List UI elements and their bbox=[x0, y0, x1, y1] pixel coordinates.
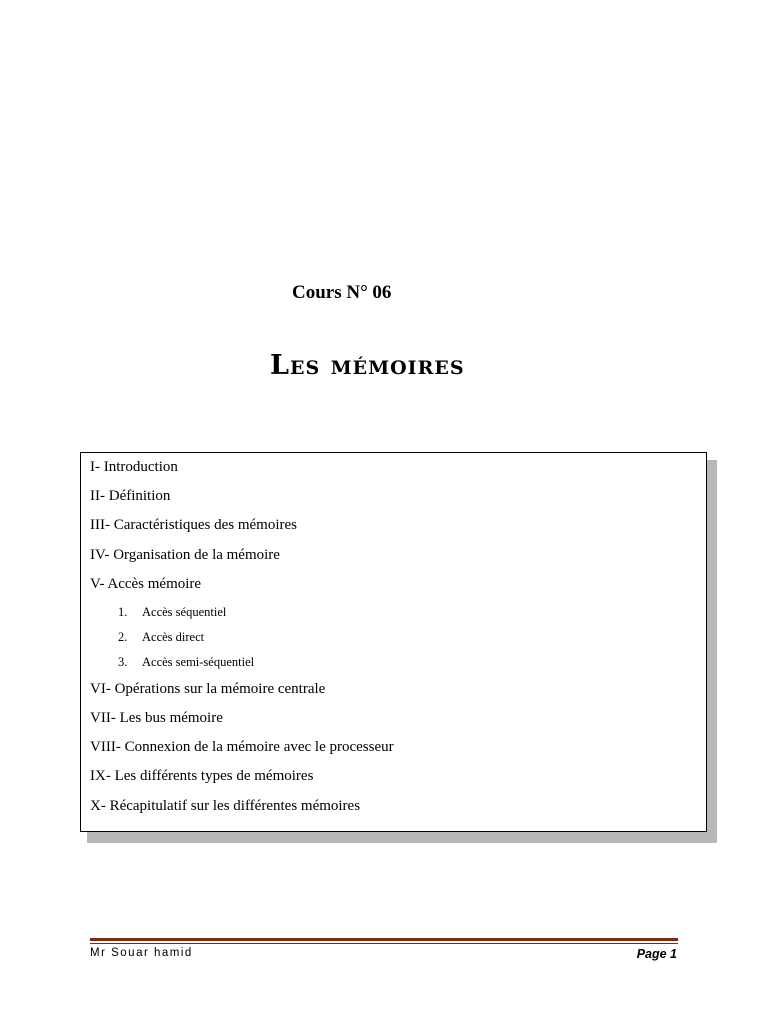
toc-item-acces-memoire: V- Accès mémoire bbox=[90, 576, 202, 592]
toc-subitem-sequentiel bbox=[118, 605, 226, 620]
toc-subitem-label: Accès direct bbox=[142, 630, 205, 644]
toc-item-organisation: IV- Organisation de la mémoire bbox=[90, 547, 280, 563]
toc-subitem-semi-sequentiel bbox=[118, 655, 254, 670]
toc-subitem-direct bbox=[118, 630, 204, 645]
toc-item-recapitulatif: X- Récapitulatif sur les différentes mémoires bbox=[90, 798, 361, 814]
toc-item-operations: VI- Opérations sur la mémoire centrale bbox=[90, 681, 326, 697]
toc-subitem-label: Accès semi-séquentiel bbox=[142, 655, 255, 669]
page-title: Les mémoires bbox=[270, 350, 465, 381]
toc-item-introduction: I- Introduction bbox=[90, 459, 178, 475]
toc-subitem-number: 2. bbox=[118, 630, 128, 644]
toc-subitem-number: 3. bbox=[118, 655, 128, 669]
toc-subitem-label: Accès séquentiel bbox=[142, 605, 227, 619]
course-number: Cours N° 06 bbox=[292, 282, 392, 303]
toc-subitem-number: 1. bbox=[118, 605, 128, 619]
toc-item-definition: II- Définition bbox=[90, 488, 171, 504]
page-number: Page 1 bbox=[636, 947, 677, 961]
toc-item-caracteristiques: III- Caractéristiques des mémoires bbox=[90, 517, 298, 533]
toc-item-bus-memoire: VII- Les bus mémoire bbox=[90, 710, 223, 726]
toc-item-connexion: VIII- Connexion de la mémoire avec le processeur bbox=[90, 739, 394, 755]
toc-item-types: IX- Les différents types de mémoires bbox=[90, 768, 314, 784]
footer-rule bbox=[90, 938, 678, 941]
footer-author: Mr Souar hamid bbox=[90, 947, 193, 959]
footer-rule-thin bbox=[90, 943, 678, 944]
table-of-contents bbox=[80, 452, 707, 832]
